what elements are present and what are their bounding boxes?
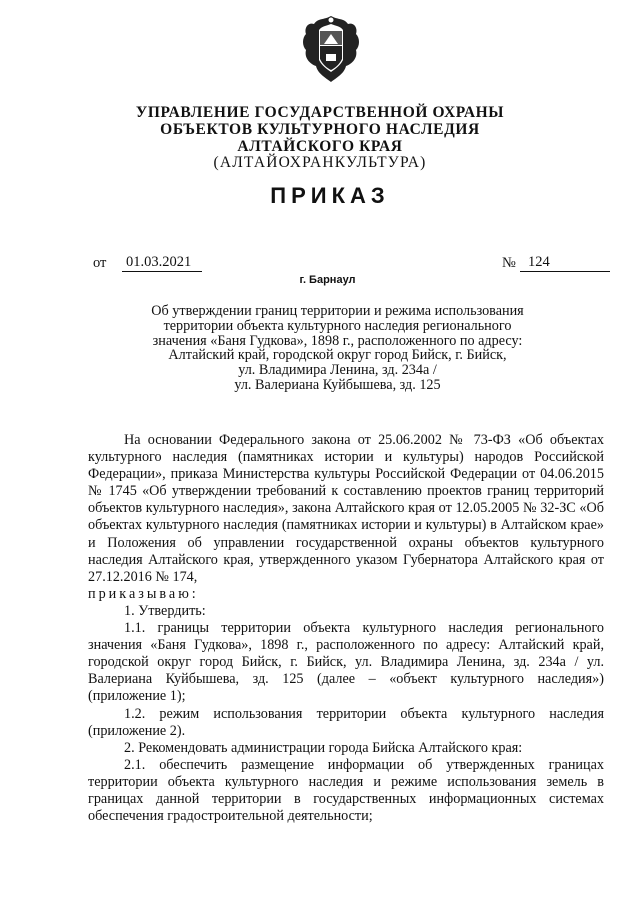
number-label: № <box>502 255 516 271</box>
item-2: 2. Рекомендовать администрации города Бийска Алтайского края: <box>124 739 523 756</box>
order-date: 01.03.2021 <box>122 253 202 272</box>
coat-of-arms-icon <box>300 14 362 84</box>
city: г. Барнаул <box>299 274 356 286</box>
subject-line: территории объекта культурного наследия регионального <box>163 317 512 334</box>
subject-line: Алтайский край, городской округ город Бийск, г. Бийск, <box>168 347 507 364</box>
item-2-1: 2.1. обеспечить размещение информации об утвержденных границах территории объекта культурного наследия и режиме использования земель в границах данной территории в государственных информационных системах обеспечения градостроительной деятельности; <box>88 756 604 825</box>
org-name-line-2: ОБЪЕКТОВ КУЛЬТУРНОГО НАСЛЕДИЯ <box>160 121 480 138</box>
org-name-line-1: УПРАВЛЕНИЕ ГОСУДАРСТВЕННОЙ ОХРАНЫ <box>135 104 505 121</box>
preamble-paragraph: На основании Федерального закона от 25.06.2002 № 73-ФЗ «Об объектах культурного наследия (памятниках истории и культуры) народов Российской Федерации», приказа Министерства культуры Российской Федерации от 04.06.2015 № 1745 «Об утверждении требований к составлению проектов границ территорий объектов культурного наследия», закона Алтайского края от 12.05.2005 № 32-ЗС «Об объектах культурного наследия (памятниках истории и культуры) в Алтайском крае» и Положения об управлении государственной охраны объектов культурного наследия Алтайского края, утвержденного указом Губернатора Алтайского края от 27.12.2016 № 174, <box>88 432 604 585</box>
subject-line: ул. Владимира Ленина, зд. 234а / <box>238 362 437 379</box>
item-1-2: 1.2. режим использования территории объекта культурного наследия (приложение 2). <box>88 705 604 739</box>
order-number: 124 <box>520 253 610 272</box>
document-title: ПРИКАЗ <box>270 183 390 208</box>
item-1: 1. Утвердить: <box>124 602 206 619</box>
org-name-line-3: АЛТАЙСКОГО КРАЯ <box>237 138 403 155</box>
org-short-name: (АЛТАЙОХРАНКУЛЬТУРА) <box>213 154 427 171</box>
subject-line: ул. Валериана Куйбышева, зд. 125 <box>234 376 441 393</box>
item-1-1: 1.1. границы территории объекта культурного наследия регионального значения «Баня Гудкова», 1898 г., расположенного по адресу: Алтайский край, городской округ город Бийск, г. Бийск, ул. Владимира Ленина, зд. 234а / ул. Валериана Куйбышева, зд. 125 (далее – «объект культурного наследия») (приложение 1); <box>88 620 604 705</box>
date-label: от <box>93 255 107 271</box>
order-word: приказываю: <box>88 585 199 602</box>
order-body <box>88 432 604 825</box>
order-subject <box>100 304 575 393</box>
subject-line: Об утверждении границ территории и режима использования <box>151 303 524 319</box>
subject-line: значения «Баня Гудкова», 1898 г., расположенного по адресу: <box>152 332 523 349</box>
